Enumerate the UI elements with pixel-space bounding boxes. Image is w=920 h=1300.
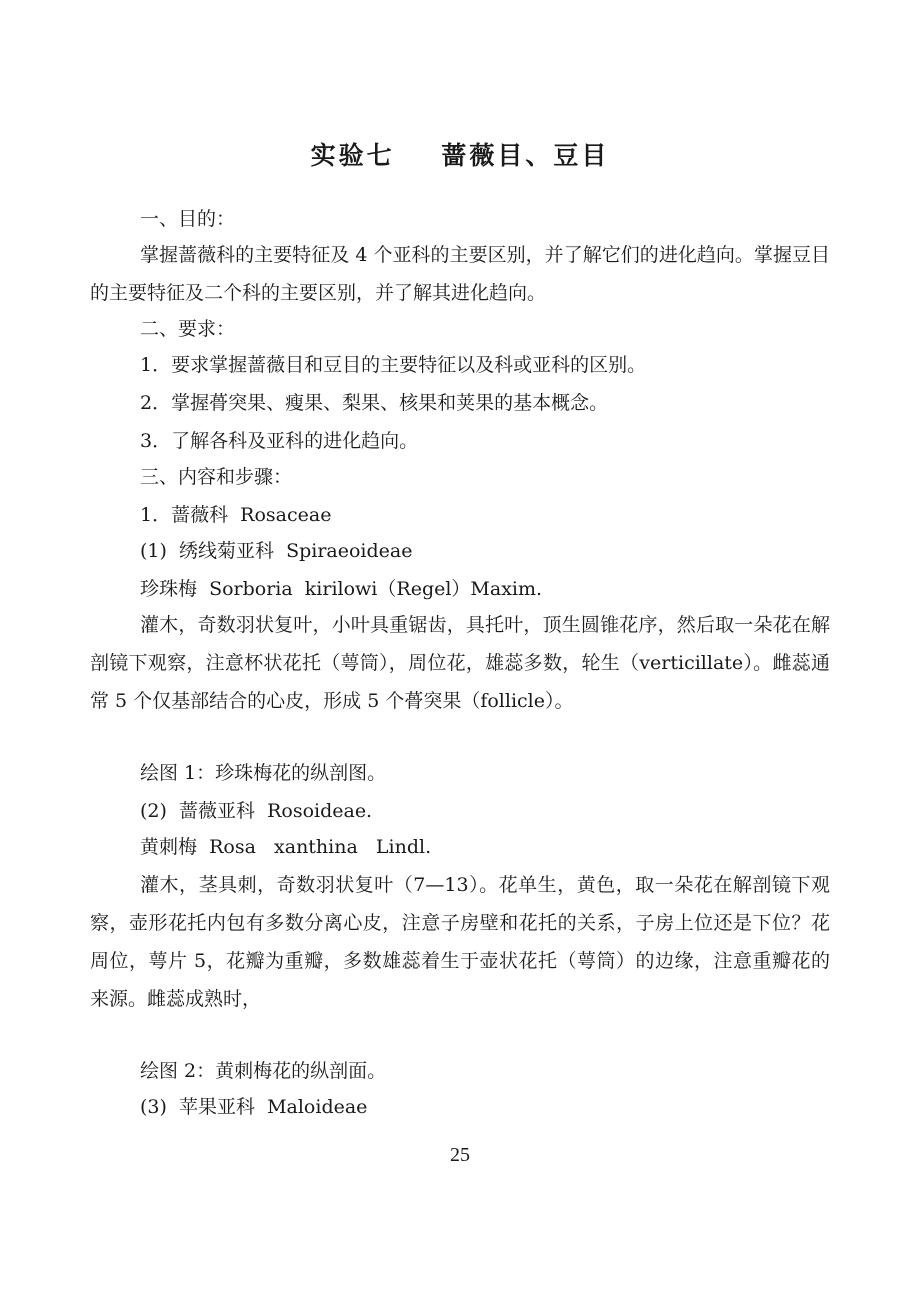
requirement-item: 1．要求掌握蔷薇目和豆目的主要特征以及科或亚科的区别。 bbox=[140, 354, 647, 376]
content-heading: 三、内容和步骤： bbox=[140, 466, 293, 488]
species-name: 珍珠梅 Sorboria kirilowi（Regel）Maxim. bbox=[140, 578, 543, 600]
drawing-caption: 绘图 1：珍珠梅花的纵剖图。 bbox=[140, 762, 387, 784]
species-name: 黄刺梅 Rosa xanthina Lindl. bbox=[140, 836, 432, 858]
page-number: 25 bbox=[450, 1144, 470, 1166]
page-title: 实验七 蔷薇目、豆目 bbox=[310, 141, 610, 170]
subfamily-heading: (2) 蔷薇亚科 Rosoideae. bbox=[140, 800, 373, 822]
purpose-heading: 一、目的： bbox=[140, 208, 236, 230]
subfamily-heading: (1) 绣线菊亚科 Spiraeoideae bbox=[140, 540, 413, 562]
requirement-item: 2．掌握蓇突果、瘦果、梨果、核果和荚果的基本概念。 bbox=[140, 392, 609, 414]
drawing-caption: 绘图 2：黄刺梅花的纵剖面。 bbox=[140, 1060, 387, 1082]
requirements-heading: 二、要求： bbox=[140, 318, 236, 340]
requirement-item: 3．了解各科及亚科的进化趋向。 bbox=[140, 430, 419, 452]
family-heading: 1．蔷薇科 Rosaceae bbox=[140, 504, 332, 526]
species-description: 灌木，茎具刺，奇数羽状复叶（7—13）。花单生，黄色，取一朵花在解剖镜下观察，壶形花托内包有多数分离心皮，注意子房壁和花托的关系，子房上位还是下位？花周位，萼片 5，花瓣为重瓣，多数雄蕊着生于壶状花托（萼筒）的边缘，注意重瓣花的来源。雌蕊成熟时， bbox=[90, 874, 830, 1010]
purpose-paragraph: 掌握蔷薇科的主要特征及 4 个亚科的主要区别，并了解它们的进化趋向。掌握豆目的主要特征及二个科的主要区别，并了解其进化趋向。 bbox=[90, 244, 830, 304]
subfamily-heading: (3) 苹果亚科 Maloideae bbox=[140, 1096, 368, 1118]
species-description: 灌木，奇数羽状复叶，小叶具重锯齿，具托叶，顶生圆锥花序，然后取一朵花在解剖镜下观察，注意杯状花托（萼筒），周位花，雄蕊多数，轮生（verticillate）。雌蕊通常 5 个仅基部结合的心皮，形成 5 个蓇突果（follicle）。 bbox=[90, 614, 830, 712]
